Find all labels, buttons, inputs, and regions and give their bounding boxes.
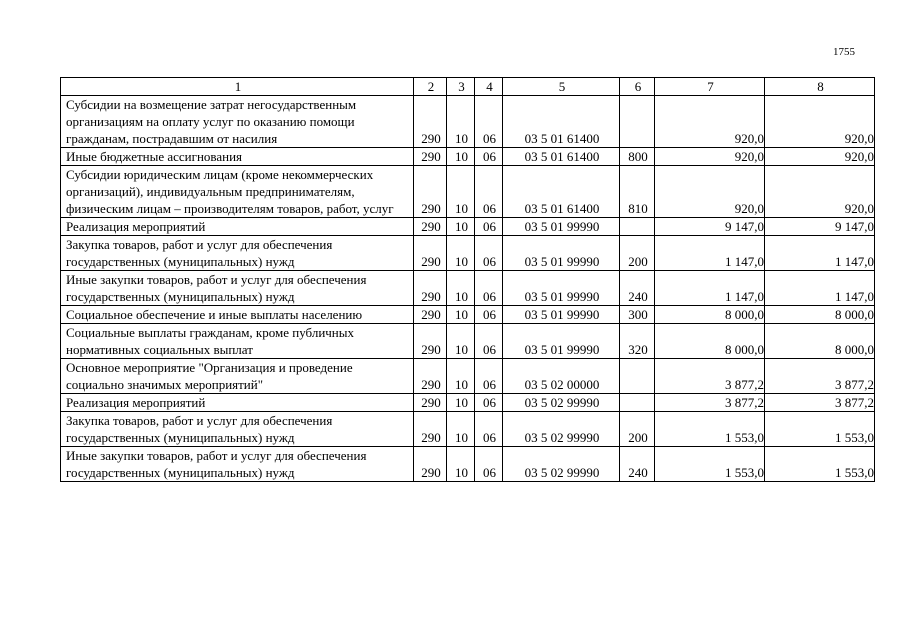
row-pr-cell: 06 [475, 447, 503, 482]
row-sum-cell: 1 147,0 [655, 271, 765, 306]
row-sum-cell: 1 553,0 [655, 412, 765, 447]
table-row [61, 324, 875, 359]
row-name-cell: Реализация мероприятий [61, 394, 414, 412]
row-name-cell: Основное мероприятие "Организация и проведение социально значимых мероприятий" [61, 359, 414, 394]
table-row [61, 412, 875, 447]
row-vr-cell: 320 [620, 324, 655, 359]
row-sum-cell: 9 147,0 [765, 218, 875, 236]
table-row [61, 447, 875, 482]
row-pr-cell: 06 [475, 236, 503, 271]
row-sum-cell: 8 000,0 [655, 324, 765, 359]
row-sum-cell: 8 000,0 [655, 306, 765, 324]
header-cell: 4 [475, 78, 503, 96]
row-rz-cell: 10 [447, 166, 475, 218]
row-sum-cell: 1 553,0 [765, 412, 875, 447]
header-cell: 6 [620, 78, 655, 96]
row-sum-cell: 1 553,0 [655, 447, 765, 482]
row-ved-cell: 290 [414, 359, 447, 394]
row-sum-cell: 920,0 [765, 148, 875, 166]
row-csr-cell: 03 5 02 99990 [503, 447, 620, 482]
row-name-cell: Закупка товаров, работ и услуг для обеспечения государственных (муниципальных) нужд [61, 412, 414, 447]
row-rz-cell: 10 [447, 148, 475, 166]
header-cell: 7 [655, 78, 765, 96]
header-cell: 1 [61, 78, 414, 96]
row-csr-cell: 03 5 01 61400 [503, 166, 620, 218]
row-pr-cell: 06 [475, 166, 503, 218]
row-sum-cell: 1 553,0 [765, 447, 875, 482]
page-number: 1755 [833, 46, 855, 58]
row-ved-cell: 290 [414, 271, 447, 306]
row-csr-cell: 03 5 02 99990 [503, 412, 620, 447]
row-csr-cell: 03 5 01 61400 [503, 148, 620, 166]
row-vr-cell: 240 [620, 271, 655, 306]
table-row [61, 96, 875, 148]
row-sum-cell: 3 877,2 [655, 359, 765, 394]
row-csr-cell: 03 5 02 00000 [503, 359, 620, 394]
row-vr-cell [620, 359, 655, 394]
budget-table [60, 77, 875, 482]
row-name-cell: Иные закупки товаров, работ и услуг для обеспечения государственных (муниципальных) нужд [61, 271, 414, 306]
row-pr-cell: 06 [475, 359, 503, 394]
row-vr-cell: 300 [620, 306, 655, 324]
row-ved-cell: 290 [414, 148, 447, 166]
row-sum-cell: 9 147,0 [655, 218, 765, 236]
row-ved-cell: 290 [414, 218, 447, 236]
row-csr-cell: 03 5 01 99990 [503, 236, 620, 271]
row-rz-cell: 10 [447, 447, 475, 482]
row-pr-cell: 06 [475, 324, 503, 359]
header-cell: 2 [414, 78, 447, 96]
table-row [61, 166, 875, 218]
row-sum-cell: 3 877,2 [765, 394, 875, 412]
row-rz-cell: 10 [447, 394, 475, 412]
row-pr-cell: 06 [475, 148, 503, 166]
row-vr-cell [620, 394, 655, 412]
row-sum-cell: 1 147,0 [655, 236, 765, 271]
row-ved-cell: 290 [414, 96, 447, 148]
row-pr-cell: 06 [475, 394, 503, 412]
row-rz-cell: 10 [447, 359, 475, 394]
table-row [61, 306, 875, 324]
header-row [61, 78, 875, 96]
row-pr-cell: 06 [475, 218, 503, 236]
row-ved-cell: 290 [414, 394, 447, 412]
row-sum-cell: 3 877,2 [655, 394, 765, 412]
table-row [61, 148, 875, 166]
row-sum-cell: 3 877,2 [765, 359, 875, 394]
row-pr-cell: 06 [475, 306, 503, 324]
row-csr-cell: 03 5 01 99990 [503, 324, 620, 359]
row-sum-cell: 1 147,0 [765, 271, 875, 306]
row-sum-cell: 920,0 [765, 96, 875, 148]
table-row [61, 394, 875, 412]
row-name-cell: Иные закупки товаров, работ и услуг для обеспечения государственных (муниципальных) нужд [61, 447, 414, 482]
header-cell: 8 [765, 78, 875, 96]
row-name-cell: Социальные выплаты гражданам, кроме публичных нормативных социальных выплат [61, 324, 414, 359]
row-csr-cell: 03 5 01 61400 [503, 96, 620, 148]
row-sum-cell: 8 000,0 [765, 306, 875, 324]
header-cell: 5 [503, 78, 620, 96]
table-row [61, 218, 875, 236]
row-vr-cell: 200 [620, 236, 655, 271]
row-vr-cell [620, 218, 655, 236]
row-pr-cell: 06 [475, 271, 503, 306]
row-sum-cell: 8 000,0 [765, 324, 875, 359]
header-cell: 3 [447, 78, 475, 96]
row-csr-cell: 03 5 01 99990 [503, 271, 620, 306]
row-sum-cell: 920,0 [655, 148, 765, 166]
row-rz-cell: 10 [447, 412, 475, 447]
row-ved-cell: 290 [414, 412, 447, 447]
row-pr-cell: 06 [475, 96, 503, 148]
row-name-cell: Иные бюджетные ассигнования [61, 148, 414, 166]
row-csr-cell: 03 5 01 99990 [503, 218, 620, 236]
row-name-cell: Реализация мероприятий [61, 218, 414, 236]
row-vr-cell: 810 [620, 166, 655, 218]
table-row [61, 236, 875, 271]
row-rz-cell: 10 [447, 236, 475, 271]
row-pr-cell: 06 [475, 412, 503, 447]
row-csr-cell: 03 5 01 99990 [503, 306, 620, 324]
row-sum-cell: 920,0 [765, 166, 875, 218]
row-rz-cell: 10 [447, 306, 475, 324]
row-name-cell: Социальное обеспечение и иные выплаты населению [61, 306, 414, 324]
row-ved-cell: 290 [414, 447, 447, 482]
table-row [61, 271, 875, 306]
row-vr-cell [620, 96, 655, 148]
row-rz-cell: 10 [447, 96, 475, 148]
row-ved-cell: 290 [414, 166, 447, 218]
row-rz-cell: 10 [447, 218, 475, 236]
row-name-cell: Субсидии юридическим лицам (кроме некоммерческих организаций), индивидуальным предпринимателям, физическим лицам – производителям товаров, работ, услуг [61, 166, 414, 218]
row-rz-cell: 10 [447, 324, 475, 359]
row-name-cell: Субсидии на возмещение затрат негосударственным организациям на оплату услуг по оказанию помощи гражданам, пострадавшим от насилия [61, 96, 414, 148]
row-vr-cell: 800 [620, 148, 655, 166]
row-ved-cell: 290 [414, 306, 447, 324]
row-sum-cell: 920,0 [655, 166, 765, 218]
row-sum-cell: 1 147,0 [765, 236, 875, 271]
row-ved-cell: 290 [414, 324, 447, 359]
row-rz-cell: 10 [447, 271, 475, 306]
row-csr-cell: 03 5 02 99990 [503, 394, 620, 412]
row-vr-cell: 240 [620, 447, 655, 482]
table-row [61, 359, 875, 394]
row-sum-cell: 920,0 [655, 96, 765, 148]
row-vr-cell: 200 [620, 412, 655, 447]
row-name-cell: Закупка товаров, работ и услуг для обеспечения государственных (муниципальных) нужд [61, 236, 414, 271]
row-ved-cell: 290 [414, 236, 447, 271]
